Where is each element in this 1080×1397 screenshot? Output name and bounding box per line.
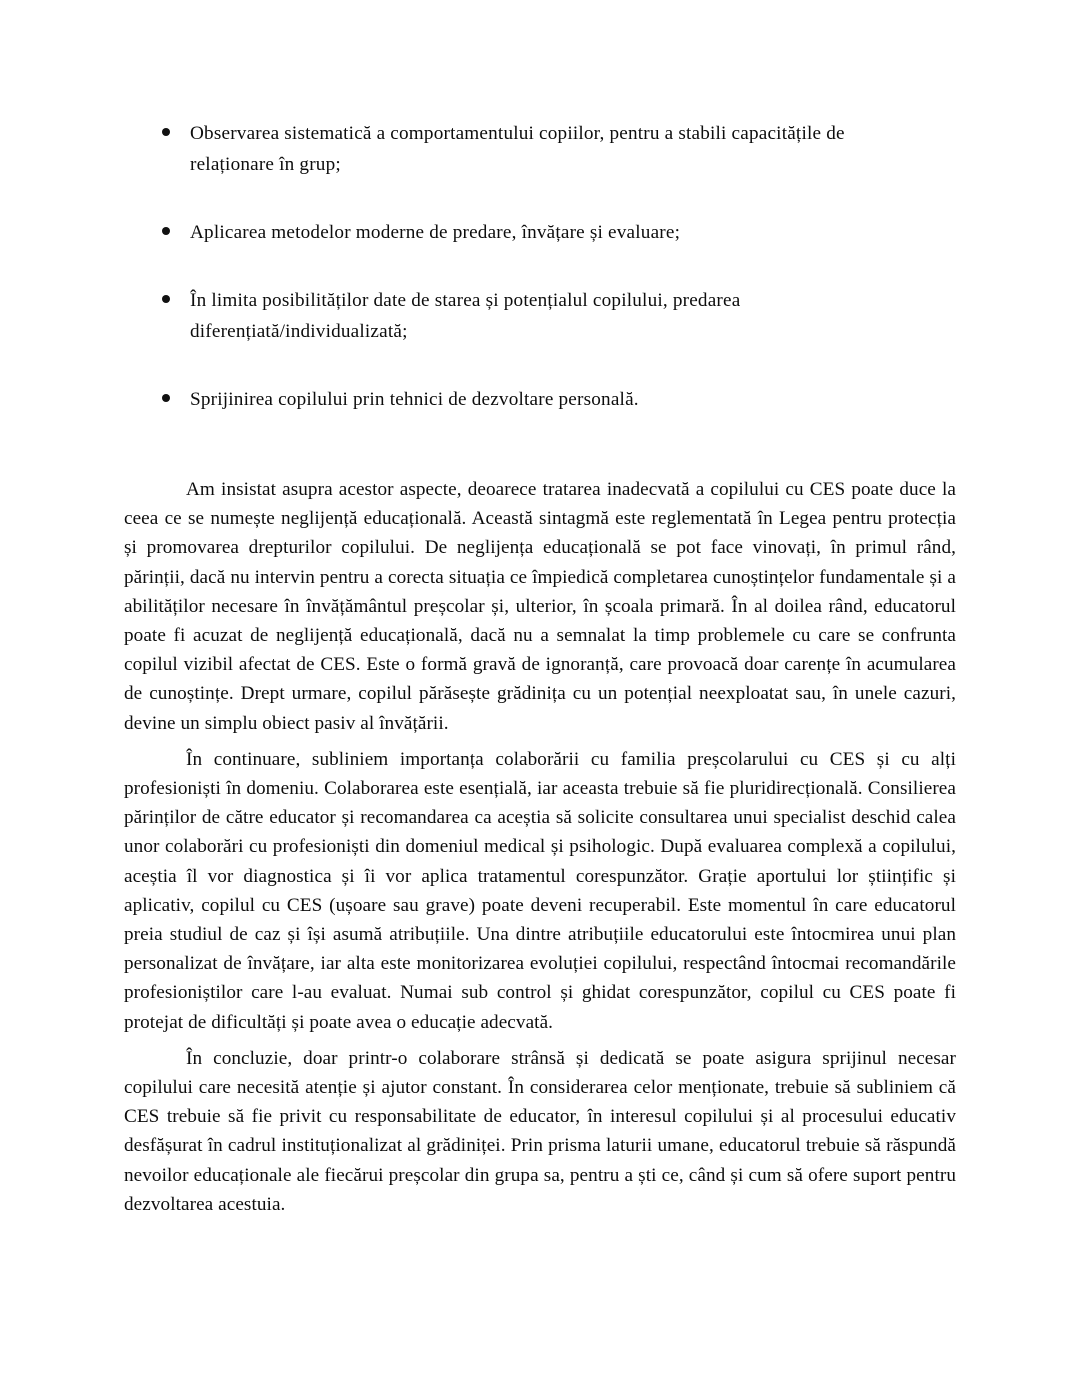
bullet-point-icon xyxy=(162,384,176,415)
list-item xyxy=(124,217,914,248)
list-item xyxy=(124,384,914,415)
paragraph-colaborare-familie: În continuare, subliniem importanța colaborării cu familia preșcolarului cu CES și cu alți profesioniști în domeniu. Colaborarea este esențială, iar aceasta trebuie să fie pluridirecțională. Consilierea părinților de către educator și recomandarea ca aceștia să solicite consultarea unui specialist deschid calea unor colaborări cu profesioniști din domeniul medical și psihologic. După evaluarea complexă a copilului, aceștia îl vor diagnostica și îi vor aplica tratamentul corespunzător. Grație aportului lor științific și aplicativ, copilul cu CES (ușoare sau grave) poate deveni recuperabil. Este momentul în care educatorul preia studiul de caz și își asumă atribuțiile. Una dintre atribuțiile educatorului este întocmirea unui plan personalizat de învățare, iar alta este monitorizarea evoluției copilului, respectând întocmai recomandările profesioniștilor care l-au evaluat. Numai sub control și ghidat corespunzător, copilul cu CES poate fi protejat de dificultăți și poate avea o educație adecvată. xyxy=(124,748,956,1033)
list-item-text: În limita posibilităților date de starea și potențialul copilului, predarea diferențiată/individualizată; xyxy=(190,290,741,342)
list-item-text: Observarea sistematică a comportamentului copiilor, pentru a stabili capacitățile de relaționare în grup; xyxy=(190,123,845,175)
list-item xyxy=(124,285,914,347)
bullet-point-icon xyxy=(162,285,176,316)
list-item-text: Aplicarea metodelor moderne de predare, învățare și evaluare; xyxy=(190,222,681,243)
paragraph-neglijenta-educationala: Am insistat asupra acestor aspecte, deoarece tratarea inadecvată a copilului cu CES poate duce la ceea ce se numește neglijență educațională. Această sintagmă este reglementată în Legea pentru protecția și promovarea drepturilor copilului. De neglijența educațională se pot face vinovați, în primul rând, părinții, dacă nu intervin pentru a corecta situația ce împiedică completarea cunoștințelor fundamentale și a abilităților necesare în învățământul preșcolar și, ulterior, în școala primară. În al doilea rând, educatorul poate fi acuzat de neglijență educațională, dacă nu a semnalat la timp problemele cu care se confrunta copilul vizibil afectat de CES. Este o formă gravă de ignoranță, care provoacă doar carențe în acumularea de cunoștințe. Drept urmare, copilul părăsește grădinița cu un potențial neexploatat sau, în unele cazuri, devine un simplu obiect pasiv al învățării. xyxy=(124,479,956,734)
paragraph-concluzie: În concluzie, doar printr-o colaborare strânsă și dedicată se poate asigura sprijinul necesar copilului care necesită atenție și ajutor constant. În considerarea celor menționate, trebuie să subliniem că CES trebuie să fie privit cu responsabilitate de educator, în interesul copilului și al procesului educativ desfășurat în cadrul instituționalizat al grădiniței. Prin prisma laturii umane, educatorul trebuie să răspundă nevoilor educaționale ale fiecărui preșcolar din grupa sa, pentru a ști ce, când și cum să ofere suport pentru dezvoltarea acestuia. xyxy=(124,1047,956,1215)
list-item-text: Sprijinirea copilului prin tehnici de dezvoltare personală. xyxy=(190,389,639,410)
bullet-point-icon xyxy=(162,217,176,248)
objectives-bullet-list xyxy=(124,118,914,415)
body-text-block xyxy=(124,475,956,1219)
bullet-point-icon xyxy=(162,118,176,149)
page-content xyxy=(124,118,956,1219)
list-item xyxy=(124,118,914,180)
